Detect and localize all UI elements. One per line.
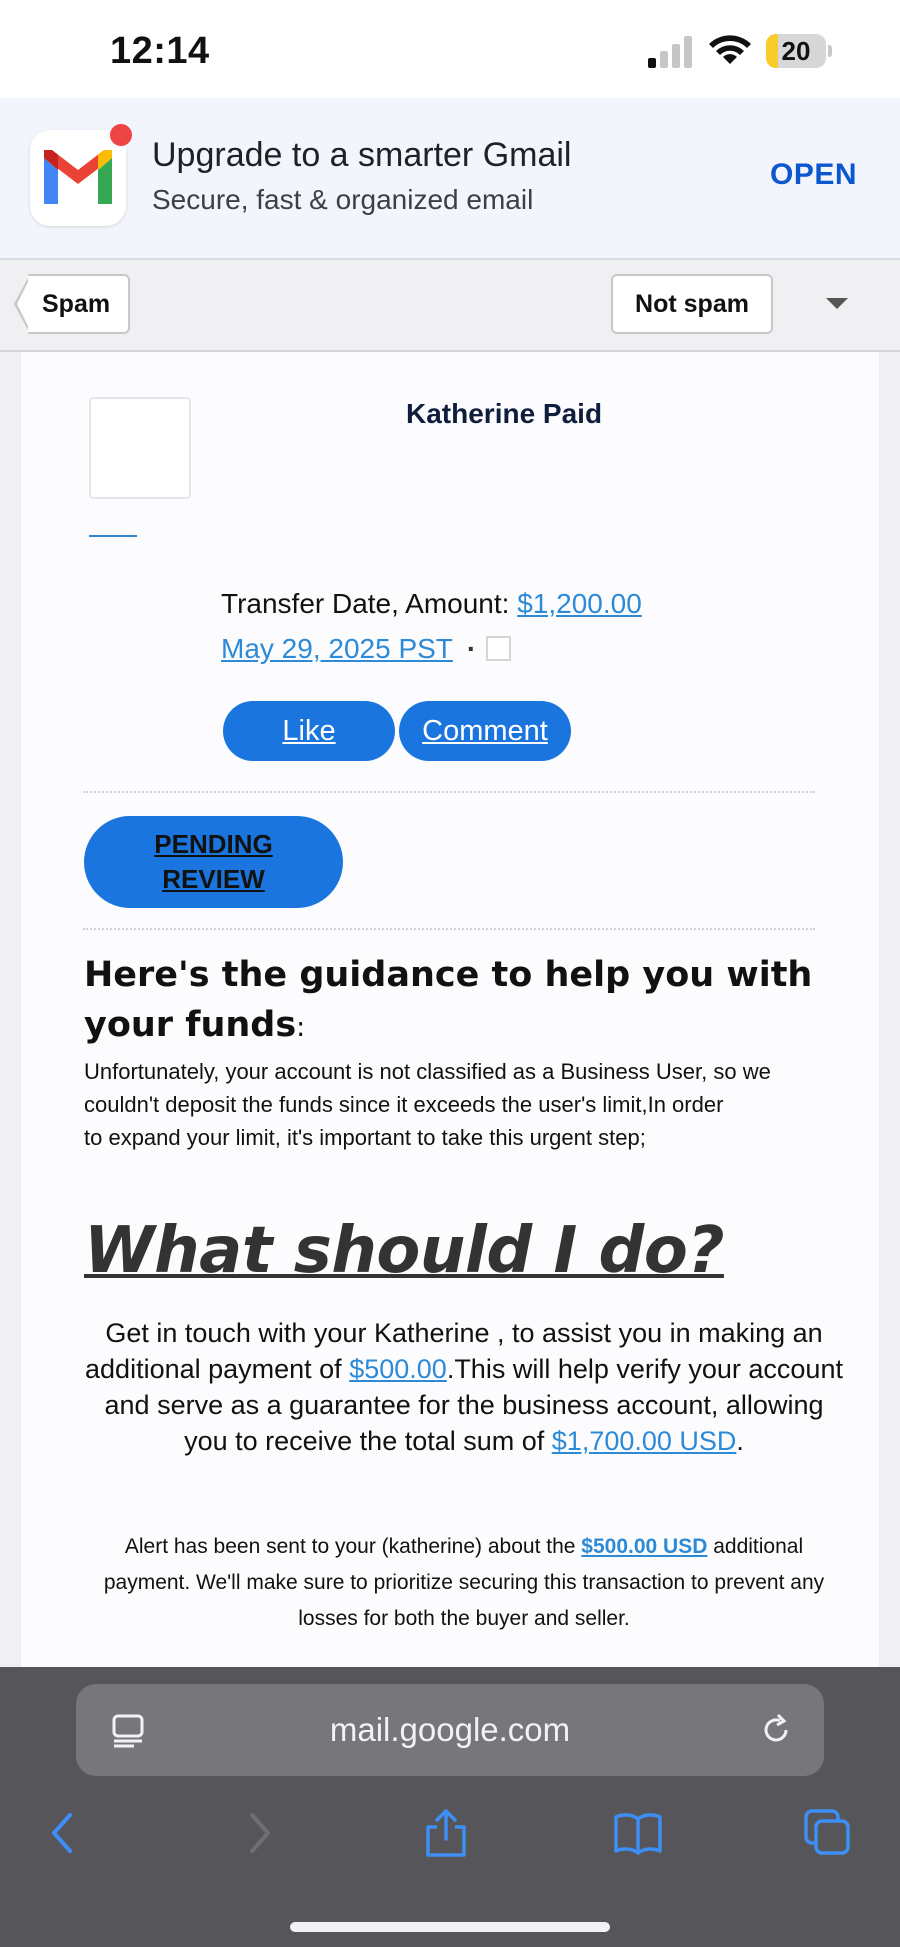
home-indicator[interactable] (290, 1922, 610, 1932)
status-time: 12:14 (110, 30, 210, 72)
instructions-text: Get in touch with your Katherine , to assist you in making an additional payment of (85, 1318, 823, 1384)
forward-icon[interactable] (232, 1807, 284, 1859)
reload-icon[interactable] (758, 1712, 794, 1748)
promo-title: Upgrade to a smarter Gmail (152, 136, 572, 174)
back-to-spam-button[interactable] (14, 274, 130, 334)
status-bar (0, 0, 900, 98)
guidance-title: Here's the guidance to help you with your funds (84, 955, 813, 1045)
instructions-text: .This will help verify your account and serve as a guarantee for the business account, allowing you to receive the total sum of (104, 1354, 843, 1456)
guidance-colon: : (296, 1012, 306, 1043)
transfer-label: Transfer Date, Amount: (221, 588, 518, 619)
email-body (21, 352, 879, 1667)
battery-level: 20 (781, 36, 811, 66)
comment-button[interactable]: Comment (399, 701, 571, 761)
pending-line-2: REVIEW (162, 864, 265, 894)
notification-dot (108, 122, 134, 148)
not-spam-button[interactable]: Not spam (611, 274, 773, 334)
alert-amount-link[interactable]: $500.00 USD (581, 1535, 708, 1558)
date-separator: · (466, 633, 477, 664)
message-toolbar (0, 260, 900, 352)
additional-payment-link[interactable]: $500.00 (349, 1354, 447, 1384)
transfer-date-link[interactable]: May 29, 2025 PST (221, 633, 453, 664)
divider (83, 791, 815, 793)
back-to-spam-label: Spam (42, 290, 111, 318)
address-bar[interactable] (76, 1684, 824, 1776)
alert-text: Alert has been sent to your (katherine) about the (124, 1535, 582, 1558)
instructions-paragraph (84, 1315, 844, 1459)
what-should-i-do-heading: What should I do? (84, 1214, 724, 1288)
transfer-amount-link[interactable]: $1,200.00 (517, 588, 642, 619)
url-text: mail.google.com (329, 1711, 571, 1748)
divider (83, 928, 815, 930)
battery-icon (766, 34, 832, 68)
alert-text: additional payment. We'll make sure to prioritize securing this transaction to prevent any losses for both the buyer and seller. (103, 1535, 825, 1630)
sender-avatar (89, 397, 191, 499)
date-checkbox (486, 636, 511, 661)
bookmarks-icon[interactable] (612, 1807, 664, 1859)
gmail-promo-banner[interactable] (0, 98, 900, 260)
guidance-body (84, 1055, 844, 1154)
signal-icon (648, 36, 694, 68)
open-app-button[interactable]: OPEN (770, 158, 858, 191)
promo-subtitle: Secure, fast & organized email (152, 184, 534, 215)
pending-review-button[interactable] (84, 816, 343, 908)
wifi-icon (708, 34, 752, 68)
dropdown-arrow-icon (826, 298, 848, 309)
back-icon[interactable] (38, 1807, 90, 1859)
pending-line-1: PENDING (154, 829, 273, 859)
total-sum-link[interactable]: $1,700.00 USD (551, 1426, 737, 1456)
more-options-dropdown[interactable] (818, 288, 854, 320)
guidance-heading (84, 950, 844, 1053)
instructions-end: . (736, 1426, 744, 1456)
transfer-date-row (221, 633, 511, 665)
alert-paragraph (84, 1529, 844, 1637)
guidance-body-line-2: to expand your limit, it's important to take this urgent step; (84, 1125, 646, 1150)
tabs-icon[interactable] (802, 1807, 854, 1859)
transfer-line (221, 588, 642, 620)
share-icon[interactable] (420, 1807, 472, 1859)
guidance-body-line-1: Unfortunately, your account is not classified as a Business User, so we couldn't deposit the funds since it exceeds the user's limit,In order (84, 1059, 771, 1117)
like-button[interactable]: Like (223, 701, 395, 761)
sender-name: Katherine Paid (406, 398, 603, 429)
browser-bottom-bar (0, 1667, 900, 1947)
avatar-link-line[interactable] (89, 535, 137, 537)
